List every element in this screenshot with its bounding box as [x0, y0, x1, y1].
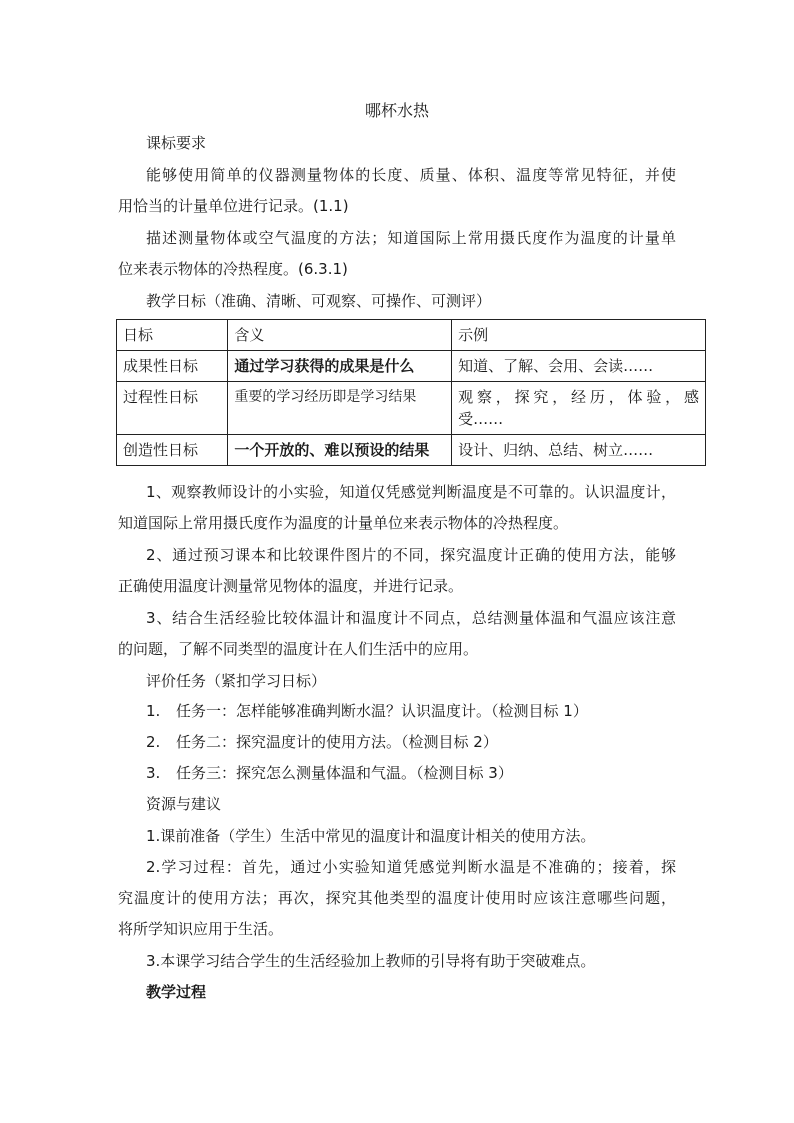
goals-table	[116, 319, 706, 466]
goal-1-line1: 1、观察教师设计的小实验，知道仅凭感觉判断温度是不可靠的。认识温度计，	[146, 483, 676, 501]
table-cell: 设计、归纳、总结、树立……	[452, 435, 706, 466]
table-header-cell: 日标	[117, 320, 228, 351]
goal-3-line1: 3、结合生活经验比较体温计和温度计不同点，总结测量体温和气温应该注意	[146, 609, 676, 627]
resource-2-line3: 将所学知识应用于生活。	[118, 920, 284, 938]
table-header-row	[117, 320, 706, 351]
task-text: 任务二：探究温度计的使用方法。（检测目标 2）	[176, 733, 498, 751]
goal-3-line2: 的问题，了解不同类型的温度计在人们生活中的应用。	[118, 640, 479, 658]
table-cell-line: 受……	[458, 410, 504, 428]
table-row	[117, 382, 706, 435]
table-header-cell: 含义	[228, 320, 452, 351]
standard-heading: 课标要求	[146, 134, 207, 152]
task-item	[146, 701, 588, 721]
table-cell: 通过学习获得的成果是什么	[228, 351, 452, 382]
table-cell-line: 观察，探究，经历，体验，感	[458, 388, 699, 406]
task-item	[146, 732, 498, 752]
goal-2-line1: 2、通过预习课本和比较课件图片的不同，探究温度计正确的使用方法，能够	[146, 546, 676, 564]
resource-3: 3.本课学习结合学生的生活经验加上教师的引导将有助于突破难点。	[146, 952, 596, 970]
table-cell: 成果性日标	[117, 351, 228, 382]
table-cell: 知道、了解、会用、会读……	[452, 351, 706, 382]
table-header-cell: 示例	[452, 320, 706, 351]
table-row	[117, 435, 706, 466]
page-title: 哪杯水热	[364, 101, 429, 120]
goal-1-line2: 知道国际上常用摄氏度作为温度的计量单位来表示物体的冷热程度。	[118, 514, 569, 532]
table-cell: 重要的学习经历即是学习结果	[228, 382, 452, 435]
process-heading: 教学过程	[146, 983, 207, 1001]
table-cell: 创造性日标	[117, 435, 228, 466]
standard-p1-line2: 用恰当的计量单位进行记录。(1.1)	[118, 197, 349, 215]
standard-p2-line2: 位来表示物体的冷热程度。(6.3.1)	[118, 260, 348, 278]
task-item	[146, 763, 513, 783]
table-cell	[452, 382, 706, 435]
goal-2-line2: 正确使用温度计测量常见物体的温度，并进行记录。	[118, 577, 464, 595]
resource-1: 1.课前准备（学生）生活中常见的温度计和温度计相关的使用方法。	[146, 827, 596, 845]
resource-2-line1: 2.学习过程：首先，通过小实验知道凭感觉判断水温是不准确的；接着，探	[146, 858, 676, 876]
table-cell: 一个开放的、难以预设的结果	[228, 435, 452, 466]
table-cell: 过程性日标	[117, 382, 228, 435]
table-row	[117, 351, 706, 382]
goals-heading: 教学日标（准确、清晰、可观察、可操作、可测评）	[146, 292, 492, 310]
standard-p2-line1: 描述测量物体或空气温度的方法；知道国际上常用摄氏度作为温度的计量单	[146, 229, 676, 247]
resource-2-line2: 究温度计的使用方法；再次，探究其他类型的温度计使用时应该注意哪些问题，	[118, 889, 676, 907]
tasks-heading: 评价任务（紧扣学习日标）	[146, 672, 327, 690]
standard-p1-line1: 能够使用简单的仪器测量物体的长度、质量、体积、温度等常见特征，并使	[146, 166, 676, 184]
task-number: 2.	[146, 733, 161, 751]
task-number: 1.	[146, 702, 161, 720]
task-text: 任务三：探究怎么测量体温和气温。（检测目标 3）	[176, 764, 513, 782]
task-text: 任务一：怎样能够准确判断水温？认识温度计。（检测目标 1）	[176, 702, 588, 720]
resources-heading: 资源与建议	[146, 795, 222, 813]
task-number: 3.	[146, 764, 161, 782]
